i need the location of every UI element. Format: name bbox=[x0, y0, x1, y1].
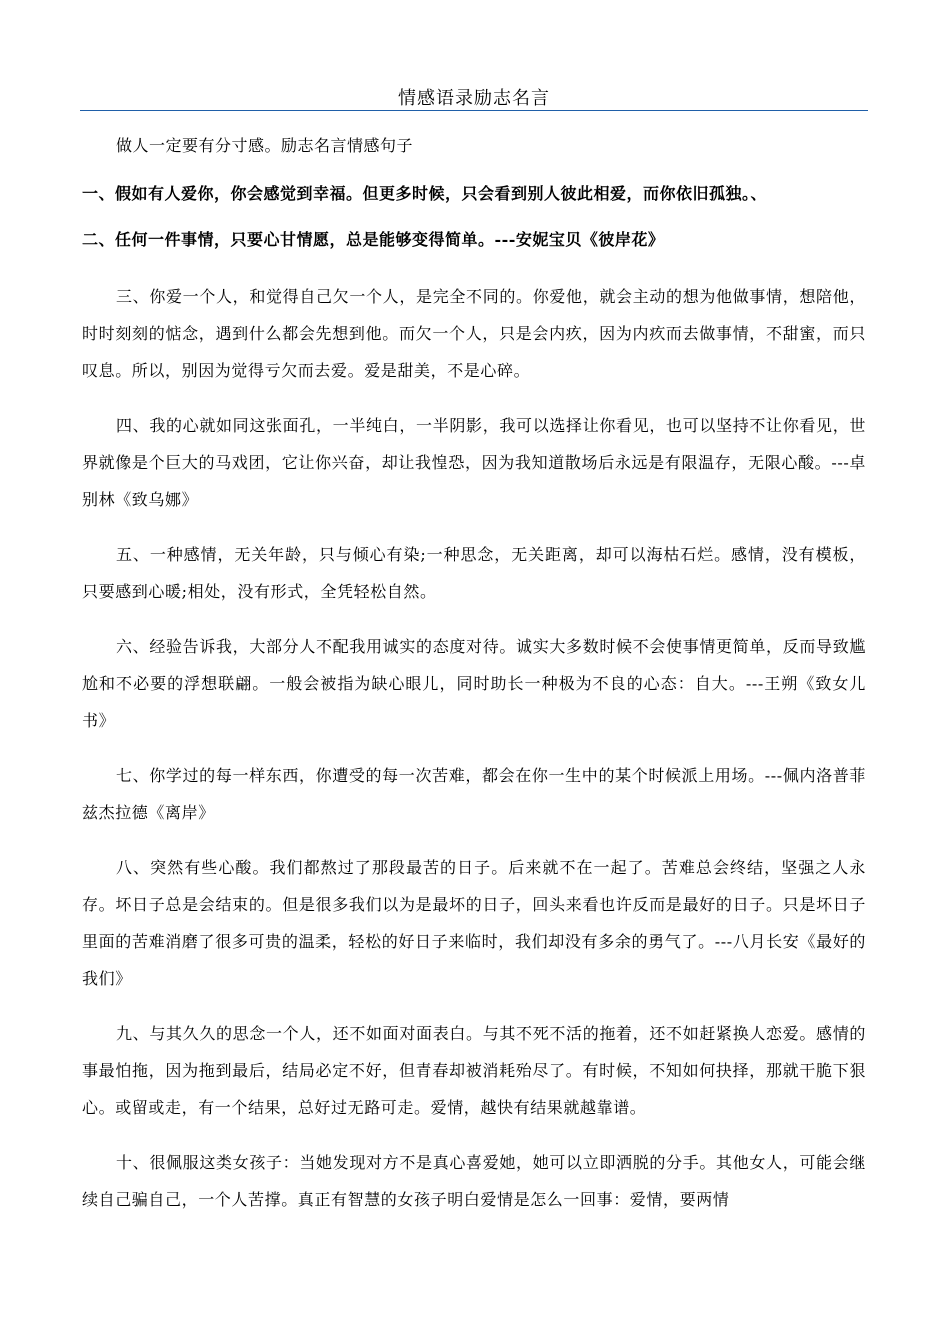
quote-paragraph-7: 七、你学过的每一样东西，你遭受的每一次苦难，都会在你一生中的某个时候派上用场。---佩内洛普菲兹杰拉德《离岸》 bbox=[82, 766, 866, 822]
quote-paragraph-8: 八、突然有些心酸。我们都熬过了那段最苦的日子。后来就不在一起了。苦难总会终结，坚强之人永存。坏日子总是会结束的。但是很多我们以为是最坏的日子，回头来看也许反而是最好的日子。只是坏日子里面的苦难消磨了很多可贵的温柔，轻松的好日子来临时，我们却没有多余的勇气了。---八月长安《最好的我们》 bbox=[82, 858, 866, 988]
bold-quote-1: 一、假如有人爱你，你会感觉到幸福。但更多时候，只会看到别人彼此相爱，而你依旧孤独。、 bbox=[82, 184, 768, 203]
bold-quote-2: 二、任何一件事情，只要心甘情愿，总是能够变得简单。---安妮宝贝《彼岸花》 bbox=[82, 230, 665, 249]
quote-paragraph-9: 九、与其久久的思念一个人，还不如面对面表白。与其不死不活的拖着，还不如赶紧换人恋爱。感情的事最怕拖，因为拖到最后，结局必定不好，但青春却被消耗殆尽了。有时候，不知如何抉择，那就干脆下狠心。或留或走，有一个结果，总好过无路可走。爱情，越快有结果就越靠谱。 bbox=[82, 1024, 866, 1117]
quote-paragraph-5: 五、一种感情，无关年龄，只与倾心有染;一种思念，无关距离，却可以海枯石烂。感情，没有模板，只要感到心暖;相处，没有形式，全凭轻松自然。 bbox=[82, 545, 866, 601]
quote-paragraph-3: 三、你爱一个人，和觉得自己欠一个人，是完全不同的。你爱他，就会主动的想为他做事情，想陪他，时时刻刻的惦念，遇到什么都会先想到他。而欠一个人，只是会内疚，因为内疚而去做事情，不甜蜜，而只叹息。所以，别因为觉得亏欠而去爱。爱是甜美，不是心碎。 bbox=[82, 287, 866, 380]
quote-paragraph-4: 四、我的心就如同这张面孔，一半纯白，一半阴影，我可以选择让你看见，也可以坚持不让你看见，世界就像是个巨大的马戏团，它让你兴奋，却让我惶恐，因为我知道散场后永远是有限温存，无限心酸。---卓别林《致乌娜》 bbox=[82, 416, 866, 509]
header-divider bbox=[80, 110, 868, 111]
page-title: 情感语录励志名言 bbox=[398, 88, 550, 109]
quote-paragraph-6: 六、经验告诉我，大部分人不配我用诚实的态度对待。诚实大多数时候不会使事情更简单，反而导致尴尬和不必要的浮想联翩。一般会被指为缺心眼儿，同时助长一种极为不良的心态：自大。---王朔《致女儿书》 bbox=[82, 637, 866, 730]
quote-paragraph-10: 十、很佩服这类女孩子：当她发现对方不是真心喜爱她，她可以立即洒脱的分手。其他女人，可能会继续自己骗自己，一个人苦撑。真正有智慧的女孩子明白爱情是怎么一回事：爱情，要两情 bbox=[82, 1153, 866, 1209]
intro-line: 做人一定要有分寸感。励志名言情感句子 bbox=[116, 136, 414, 155]
document-body bbox=[82, 124, 866, 1218]
